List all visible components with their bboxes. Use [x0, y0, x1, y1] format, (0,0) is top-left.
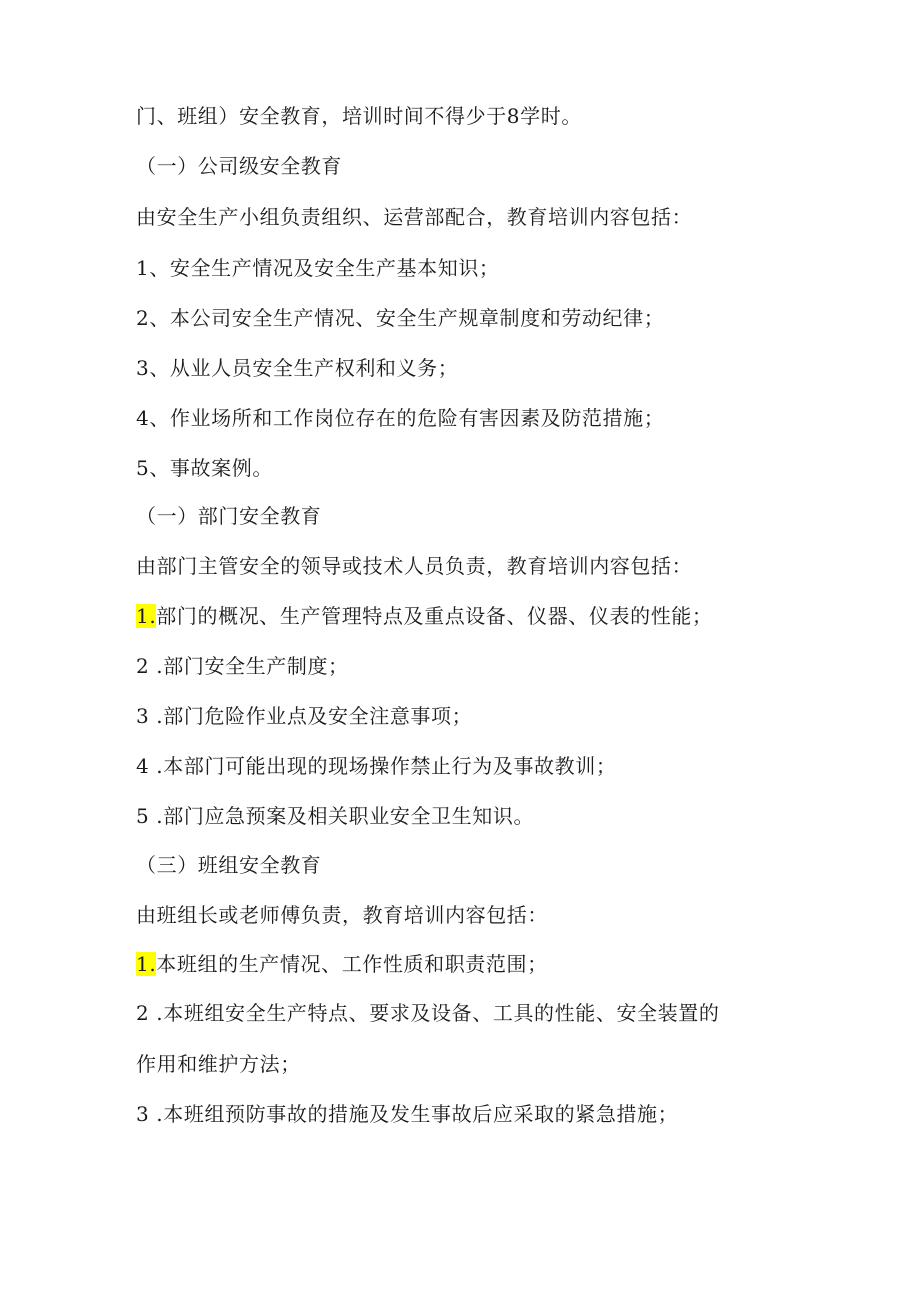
- paragraph-line: 由部门主管安全的领导或技术人员负责，教育培训内容包括：: [136, 554, 693, 578]
- list-item: [136, 603, 713, 629]
- list-item: 1、安全生产情况及安全生产基本知识；: [136, 256, 500, 280]
- list-item: 2 .部门安全生产制度；: [136, 654, 349, 678]
- list-item: 5、事故案例。: [136, 456, 273, 480]
- highlighted-number: 1.: [136, 604, 157, 628]
- highlighted-number: 1.: [136, 952, 157, 976]
- list-item: 4、作业场所和工作岗位存在的危险有害因素及防范措施；: [136, 406, 665, 430]
- list-item-text: 本班组的生产情况、工作性质和职责范围；: [156, 952, 548, 976]
- section-heading-team: （三）班组安全教育: [136, 853, 322, 877]
- list-item: 2 .本班组安全生产特点、要求及设备、工具的性能、安全装置的: [136, 1001, 720, 1025]
- list-item: [136, 951, 548, 977]
- list-item: 3 .部门危险作业点及安全注意事项；: [136, 704, 473, 728]
- paragraph-line: 由安全生产小组负责组织、运营部配合，教育培训内容包括：: [136, 205, 693, 229]
- list-item: 3、从业人员安全生产权利和义务；: [136, 356, 459, 380]
- section-heading-company: （一）公司级安全教育: [136, 154, 342, 178]
- list-item-continuation: 作用和维护方法；: [136, 1052, 301, 1076]
- list-item: 2、本公司安全生产情况、安全生产规章制度和劳动纪律；: [136, 306, 665, 330]
- list-item: 3 .本班组预防事故的措施及发生事故后应采取的紧急措施；: [136, 1102, 679, 1126]
- paragraph-line: 门、班组）安全教育，培训时间不得少于8学时。: [136, 104, 582, 128]
- paragraph-line: 由班组长或老师傅负责，教育培训内容包括：: [136, 903, 548, 927]
- list-item-text: 部门的概况、生产管理特点及重点设备、仪器、仪表的性能；: [156, 604, 713, 628]
- section-heading-department: （一）部门安全教育: [136, 504, 322, 528]
- list-item: 4 .本部门可能出现的现场操作禁止行为及事故教训；: [136, 754, 617, 778]
- list-item: 5 .部门应急预案及相关职业安全卫生知识。: [136, 804, 535, 828]
